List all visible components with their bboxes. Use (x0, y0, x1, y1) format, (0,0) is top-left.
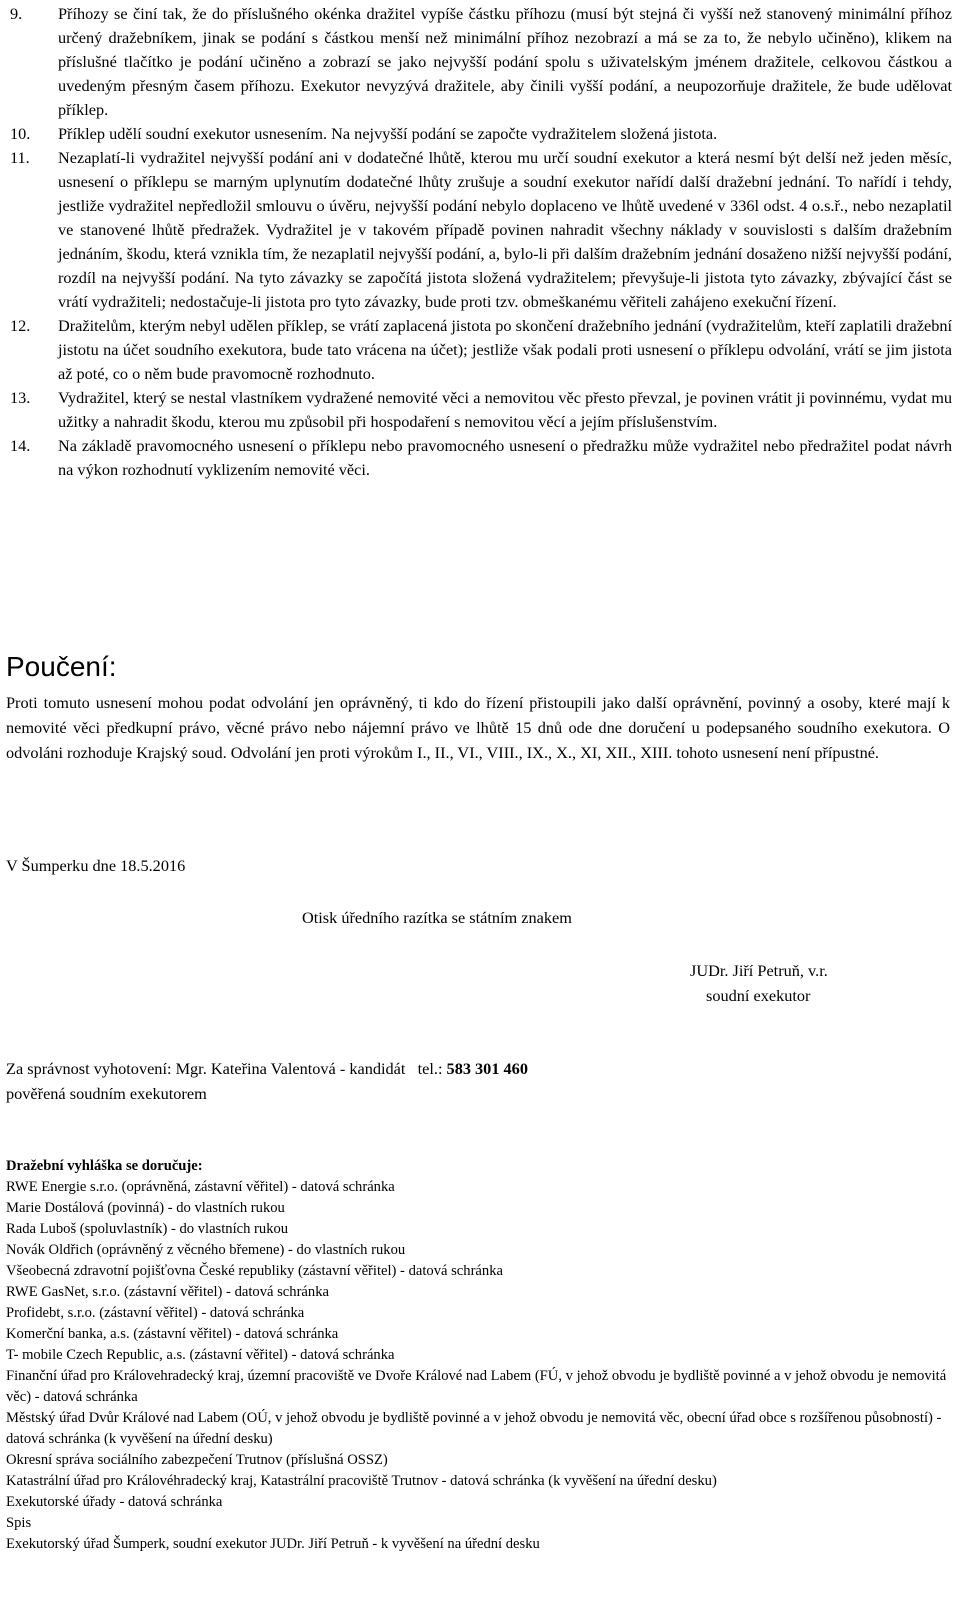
signature-block (690, 958, 828, 1008)
certification-block (6, 1056, 528, 1106)
item-text: Nezaplatí-li vydražitel nejvyšší podání ani v dodatečné lhůtě, kterou mu určí soudní exekutor a která nesmí být delší než jeden měsíc, usnesení o příklepu se marným uplynutím dodatečné lhůty zrušuje a soudní exekutor nařídí další dražební jednání. To nařídí i tehdy, jestliže vydražitel nepředložil smlouvu o úvěru, nejvyšší podání nebylo doplaceno ve lhůtě uvedené v 336l odst. 4 o.s.ř., nebo nezaplatil ve stanovené lhůtě předražek. Vydražitel je v takovém případě povinen nahradit všechny náklady v souvislosti s dalším dražebním jednáním, škodu, která vznikla tím, že nezaplatil nejvyšší podání, a, bylo-li při dalším dražebním jednání dosaženo nižší nejvyšší podání, rozdíl na nejvyšší podání. Na tyto závazky se započítá jistota složená vydražitelem; převyšuje-li jistota tyto závazky, zbývající část se vrátí vydražiteli; nedostačuje-li jistota pro tyto závazky, bude proti tzv. obmeškanému věřiteli zahájeno exekuční řízení. (58, 148, 952, 311)
item-number: 11. (10, 148, 30, 167)
phone-number: 583 301 460 (446, 1059, 528, 1078)
item-number: 10. (10, 124, 31, 143)
item-number: 13. (10, 388, 31, 407)
item-text: Na základě pravomocného usnesení o příklepu nebo pravomocného usnesení o předražku může vydražitel nebo předražitel podat návrh na výkon rozhodnutí vyklizením nemovité věci. (58, 436, 952, 479)
recipient-row: Katastrální úřad pro Královéhradecký kraj, Katastrální pracoviště Trutnov - datová schránka (k vyvěšení na úřední desku) (6, 1473, 717, 1489)
recipient-row: Komerční banka, a.s. (zástavní věřitel) - datová schránka (6, 1326, 339, 1342)
instructions-heading: Poučení: (6, 651, 117, 682)
condition-item (10, 122, 952, 146)
item-number: 9. (10, 4, 23, 23)
item-number: 14. (10, 436, 31, 455)
recipient-row: RWE GasNet, s.r.o. (zástavní věřitel) - datová schránka (6, 1284, 329, 1300)
recipients-heading: Dražební vyhláška se doručuje: (6, 1158, 203, 1174)
recipients-list (6, 1156, 950, 1555)
condition-item (10, 2, 952, 122)
recipient-row: Rada Luboš (spoluvlastník) - do vlastních rukou (6, 1221, 289, 1237)
recipient-row: RWE Energie s.r.o. (oprávněná, zástavní věřitel) - datová schránka (6, 1179, 395, 1195)
recipient-row: Profidebt, s.r.o. (zástavní věřitel) - datová schránka (6, 1305, 305, 1321)
recipient-row: Okresní správa sociálního zabezpečení Trutnov (příslušná OSSZ) (6, 1452, 388, 1468)
condition-item (10, 146, 952, 314)
numbered-conditions-list (10, 2, 952, 482)
condition-item (10, 386, 952, 434)
place-and-date: V Šumperku dne 18.5.2016 (6, 856, 186, 875)
instructions-text: Proti tomuto usnesení mohou podat odvolání jen oprávněný, ti kdo do řízení přistoupili jako další oprávnění, povinný a osoby, které mají k nemovité věci předkupní právo, věcné právo nebo nájemní právo ve lhůtě 15 dnů ode dne doručení u podepsaného soudního exekutora. O odvoláni rozhoduje Krajský soud. Odvolání jen proti výrokům I., II., VI., VIII., IX., X., XI, XII., XIII. tohoto usnesení není přípustné. (6, 693, 950, 762)
item-text: Příklep udělí soudní exekutor usnesením. Na nejvyšší podání se započte vydražitelem složená jistota. (58, 124, 718, 143)
certification-role: pověřená soudním exekutorem (6, 1084, 207, 1103)
recipient-row: Městský úřad Dvůr Králové nad Labem (OÚ, v jehož obvodu je bydliště povinné a v jehož obvodu je nemovitá věc, obecní úřad obce s rozšířenou působností) - datová schránka (k vyvěšení na úřední desku) (6, 1410, 942, 1447)
recipient-row: Novák Oldřich (oprávněný z věcného břemene) - do vlastních rukou (6, 1242, 406, 1258)
signatory-role: soudní exekutor (706, 986, 811, 1005)
recipient-row: Marie Dostálová (povinná) - do vlastních rukou (6, 1200, 285, 1216)
certification-line (6, 1056, 528, 1081)
certification-text: Za správnost vyhotovení: Mgr. Kateřina Valentová - kandidát tel.: (6, 1059, 447, 1078)
stamp-note: Otisk úředního razítka se státním znakem (302, 908, 572, 927)
item-text: Vydražitel, který se nestal vlastníkem vydražené nemovité věci a nemovitou věc přesto převzal, je povinen vrátit ji povinnému, vydat mu užitky a nahradit škodu, kterou mu způsobil při hospodaření s nemovitou věcí a jejím příslušenstvím. (58, 388, 952, 431)
signatory-name: JUDr. Jiří Petruň, v.r. (690, 961, 828, 980)
recipient-row: T- mobile Czech Republic, a.s. (zástavní věřitel) - datová schránka (6, 1347, 395, 1363)
recipient-row: Spis (6, 1515, 32, 1531)
recipient-row: Finanční úřad pro Královehradecký kraj, územní pracoviště ve Dvoře Králové nad Labem (FÚ, v jehož obvodu je bydliště povinné a v jehož obvodu je nemovitá věc) - datová schránka (6, 1368, 947, 1405)
condition-item (10, 434, 952, 482)
recipient-row: Exekutorské úřady - datová schránka (6, 1494, 223, 1510)
recipient-row: Exekutorský úřad Šumperk, soudní exekutor JUDr. Jiří Petruň - k vyvěšení na úřední desku (6, 1536, 540, 1552)
recipient-row: Všeobecná zdravotní pojišťovna České republiky (zástavní věřitel) - datová schránka (6, 1263, 503, 1279)
item-text: Příhozy se činí tak, že do příslušného okénka dražitel vypíše částku příhozu (musí být stejná či vyšší než stanovený minimální příhoz určený dražebníkem, jinak se podání s částkou menší než minimální příhoz nezobrazí a má se za to, že nebylo učiněno), klikem na příslušné tlačítko je podání učiněno a zobrazí se jako nejvyšší podání spolu s uživatelským jménem dražitele, celkovou částkou a uvedeným přesným časem příhozu. Exekutor nevyzývá dražitele, aby činili vyšší podání, a neupozorňuje dražitele, že bude udělovat příklep. (58, 4, 952, 119)
condition-item (10, 314, 952, 386)
item-text: Dražitelům, kterým nebyl udělen příklep, se vrátí zaplacená jistota po skončení dražebního jednání (vydražitelům, kteří zaplatili dražební jistotu na účet soudního exekutora, bude tato vrácena na účet); jestliže však podali proti usnesení o příklepu odvolání, vrátí se jim jistota až poté, co o něm bude pravomocně rozhodnuto. (58, 316, 952, 383)
item-number: 12. (10, 316, 31, 335)
